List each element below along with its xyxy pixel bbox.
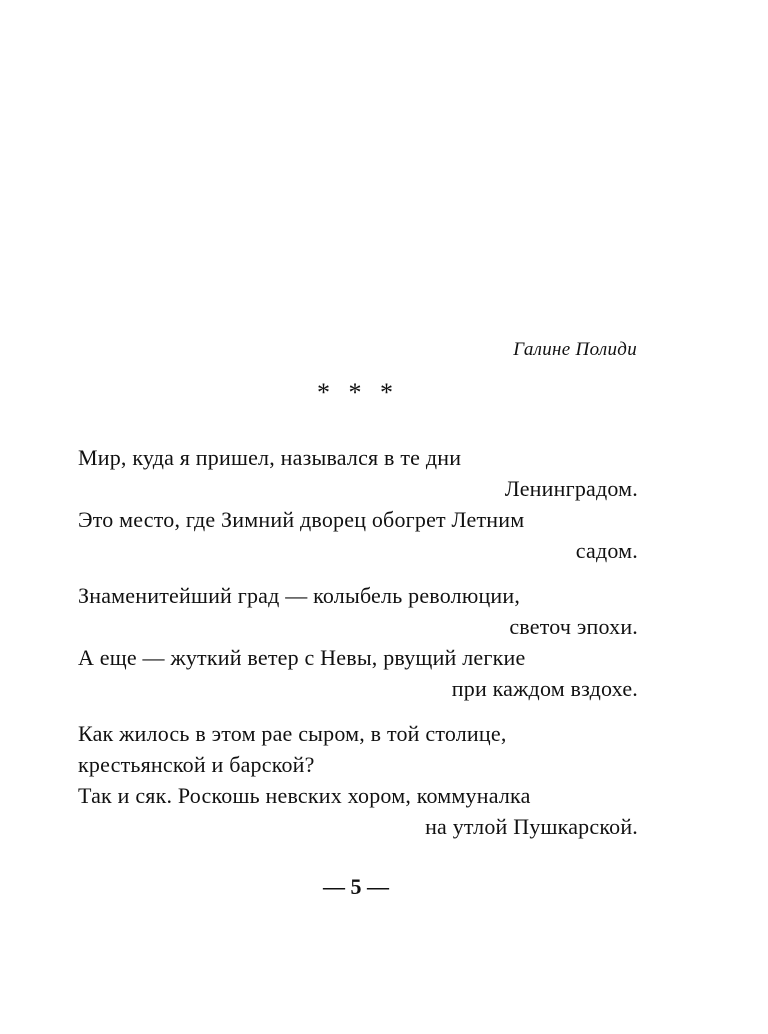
poem-line: А еще — жуткий ветер с Невы, рвущий легкие [78,645,526,670]
poem-line: светоч эпохи. [509,614,638,639]
poem [78,442,638,842]
poem-line: при каждом вздохе. [451,676,638,701]
section-separator: * * * [317,378,399,407]
poem-line: крестьянской и барской? [78,752,315,777]
stanza-gap [78,566,638,580]
dedication: Галине Полиди [513,339,637,360]
poem-line: Так и сяк. Роскошь невских хором, коммуналка [78,783,531,808]
poem-line: Мир, куда я пришел, назывался в те дни [78,445,462,470]
poem-line: Это место, где Зимний дворец обогрет Летним [78,507,525,532]
poem-line: Знаменитейший град — колыбель революции, [78,583,521,608]
stanza [78,718,638,842]
poem-line: Ленинградом. [504,476,638,501]
page-number: — 5 — [323,874,389,899]
stanza-gap [78,704,638,718]
poem-line: на утлой Пушкарской. [425,814,638,839]
stanza [78,442,638,566]
stanza [78,580,638,704]
poem-line: Как жилось в этом рае сыром, в той столице, [78,721,507,746]
poem-line: садом. [575,538,638,563]
